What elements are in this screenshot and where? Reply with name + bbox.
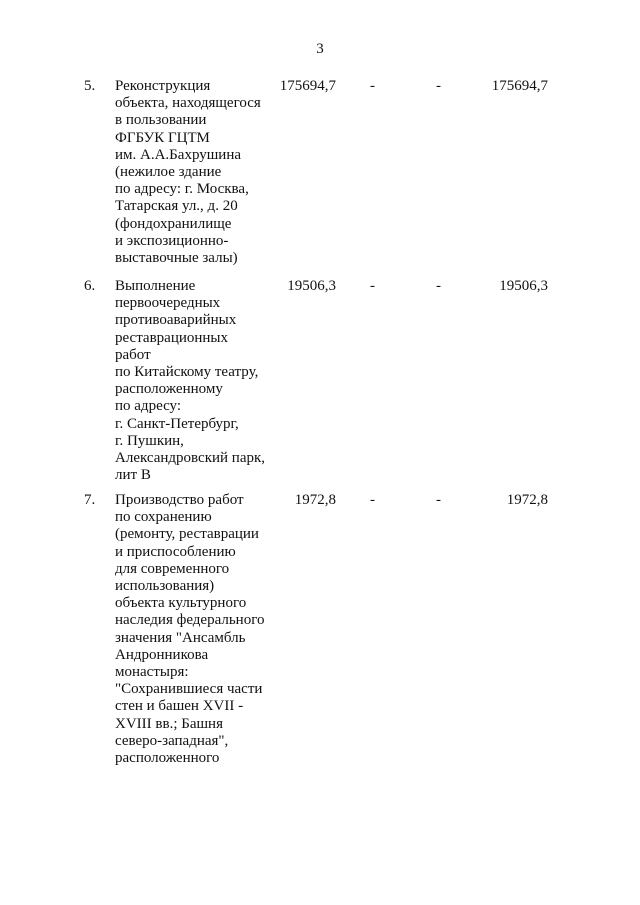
description-line: расположенного	[115, 750, 220, 767]
description-line: в пользовании	[115, 112, 207, 129]
row-description	[115, 278, 275, 484]
row-number: 5.	[84, 78, 96, 94]
description-line: г. Пушкин,	[115, 432, 184, 449]
description-line: им. А.А.Бахрушина	[115, 146, 242, 163]
description-line: Александровский парк,	[115, 450, 266, 467]
description-line: Производство работ	[115, 492, 244, 508]
description-line: противоаварийных	[115, 312, 237, 329]
description-line: (ремонту, реставрации	[115, 526, 259, 543]
description-line: северо-западная",	[115, 732, 229, 749]
total-value: 175694,7	[491, 78, 548, 94]
description-line: Реконструкция	[115, 78, 211, 94]
row-description	[115, 78, 275, 267]
amount-value: 175694,7	[279, 78, 336, 94]
description-line: по адресу: г. Москва,	[115, 181, 249, 198]
description-line: по Китайскому театру,	[115, 364, 259, 381]
description-line: по адресу:	[115, 398, 182, 415]
description-line: реставрационных	[115, 329, 229, 346]
description-line: стен и башен XVII -	[115, 698, 244, 715]
description-line: первоочередных	[115, 295, 221, 312]
description-line: объекта культурного	[115, 595, 247, 612]
total-value: 19506,3	[499, 278, 548, 294]
description-line: значения "Ансамбль	[115, 629, 246, 646]
description-line: и экспозиционно-	[115, 232, 229, 249]
description-line: использования)	[115, 578, 215, 595]
description-line: (фондохранилище	[115, 215, 232, 232]
description-line: наследия федерального	[115, 612, 265, 629]
description-line: (нежилое здание	[115, 164, 222, 181]
description-line: "Сохранившиеся части	[115, 681, 263, 698]
empty-cell-dash: -	[370, 78, 375, 94]
empty-cell-dash: -	[370, 278, 375, 294]
description-line: Выполнение	[115, 278, 196, 294]
description-line: для современного	[115, 560, 230, 577]
description-line: г. Санкт-Петербург,	[115, 415, 239, 432]
description-line: монастыря:	[115, 664, 189, 681]
description-line: объекта, находящегося	[115, 95, 261, 112]
empty-cell-dash: -	[436, 78, 441, 94]
row-number: 7.	[84, 492, 96, 508]
row-description	[115, 492, 275, 767]
page-number: 3	[316, 41, 324, 57]
description-line: выставочные залы)	[115, 250, 238, 267]
description-line: Андронникова	[115, 646, 209, 663]
amount-value: 1972,8	[294, 492, 336, 508]
total-value: 1972,8	[506, 492, 548, 508]
description-line: по сохранению	[115, 509, 212, 526]
description-line: ФГБУК ГЦТМ	[115, 129, 210, 146]
empty-cell-dash: -	[370, 492, 375, 508]
amount-value: 19506,3	[287, 278, 336, 294]
empty-cell-dash: -	[436, 278, 441, 294]
description-line: лит В	[115, 467, 151, 484]
row-number: 6.	[84, 278, 96, 294]
description-line: расположенному	[115, 381, 223, 398]
description-line: XVIII вв.; Башня	[115, 715, 223, 732]
description-line: и приспособлению	[115, 543, 236, 560]
description-line: Татарская ул., д. 20	[115, 198, 238, 215]
description-line: работ	[115, 346, 151, 363]
empty-cell-dash: -	[436, 492, 441, 508]
